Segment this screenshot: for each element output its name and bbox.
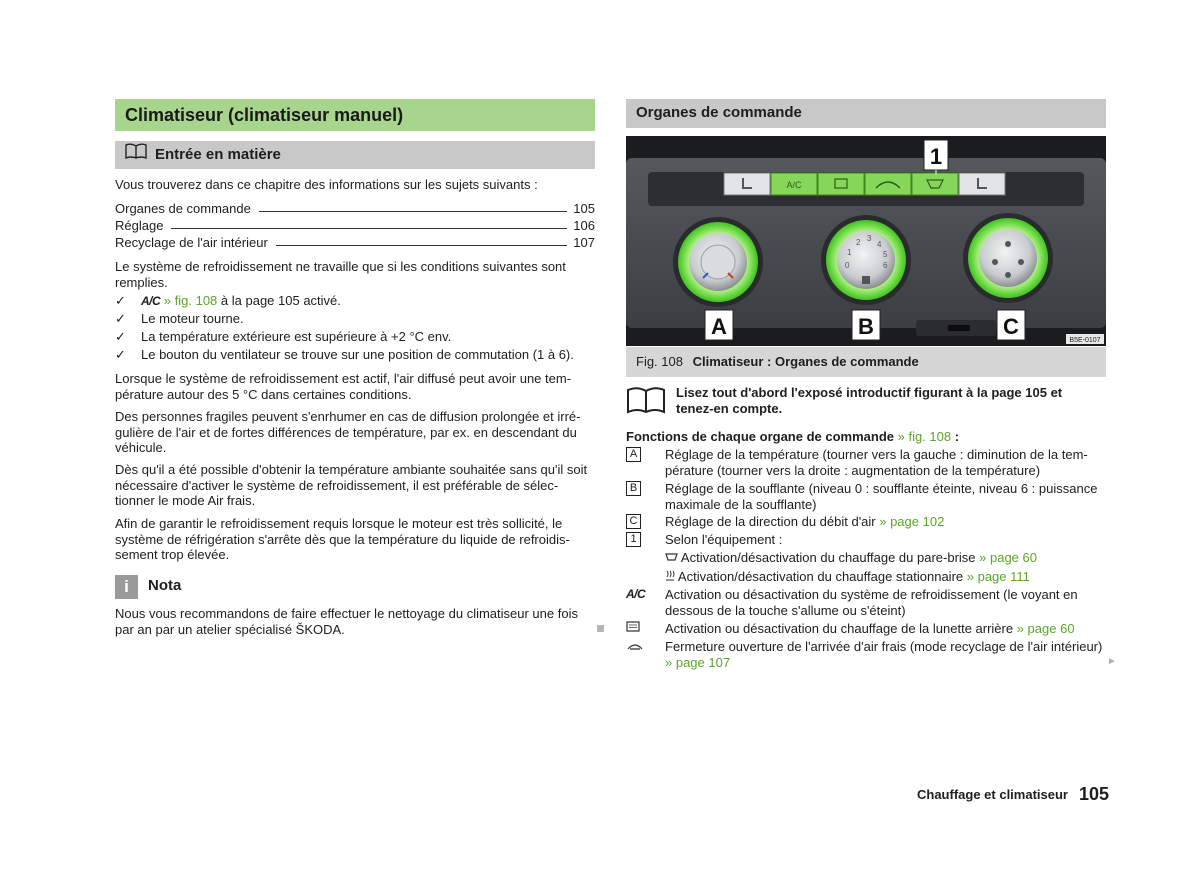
key-c: C xyxy=(626,514,641,529)
paragraph: Dès qu'il a été possible d'obtenir la température ambiante souhaitée sans qu'il soit nécessaire d'activer le système de refroidissement, il est préférable de sélectionner le mode Air frais. xyxy=(115,462,588,508)
functions-label: Fonctions de chaque organe de commande xyxy=(626,429,898,444)
toc-label: Organes de commande xyxy=(115,201,251,216)
fig-link[interactable]: » fig. 108 xyxy=(897,429,952,444)
condition-item xyxy=(115,311,595,328)
condition-text: Le moteur tourne. xyxy=(141,311,244,326)
page-link[interactable]: » page 111 xyxy=(966,569,1030,584)
callout-1: 1 xyxy=(929,144,943,169)
sub-item-text: Activation/désactivation du chauffage stationnaire xyxy=(677,569,967,584)
knob-air-direction xyxy=(963,213,1053,303)
footer-chapter: Chauffage et climatiseur xyxy=(917,787,1068,802)
functions-heading xyxy=(626,429,959,444)
sub-item-windshield xyxy=(665,550,1037,565)
checkmark-icon: ✓ xyxy=(115,347,126,362)
fig-link[interactable]: » fig. 108 xyxy=(163,293,218,308)
condition-item xyxy=(115,347,595,364)
key-a: A xyxy=(626,447,641,462)
function-desc: Réglage de la soufflante (niveau 0 : soufflante éteinte, niveau 6 : puissance maximale de la soufflante) xyxy=(665,481,1098,512)
function-desc: Selon l'équipement : xyxy=(665,532,783,547)
toc-page: 105 xyxy=(573,201,595,216)
recirculation-icon xyxy=(626,639,644,654)
intro-text: Vous trouverez dans ce chapitre des informations sur les sujets suivants : xyxy=(115,177,538,192)
fan-level-4: 4 xyxy=(877,240,882,249)
callout-c: C xyxy=(1003,314,1019,339)
fan-level-5: 5 xyxy=(883,250,888,259)
intro-heading: Entrée en matière xyxy=(155,146,281,163)
toc-leader xyxy=(276,245,568,246)
toc-label: Recyclage de l'air intérieur xyxy=(115,235,268,250)
intro-heading-bar xyxy=(115,141,595,169)
knob-fan xyxy=(821,215,911,305)
figure-number: Fig. 108 xyxy=(636,354,683,369)
fan-level-3: 3 xyxy=(867,234,872,243)
chapter-title: Climatiseur (climatiseur manuel) xyxy=(115,99,595,131)
button-seat-left xyxy=(724,173,770,195)
page-link[interactable]: » page 102 xyxy=(879,514,945,529)
button-rear-defrost xyxy=(818,173,864,195)
rear-window-heat-icon xyxy=(626,621,640,636)
windshield-heat-icon xyxy=(665,550,678,565)
toc-page: 106 xyxy=(573,218,595,233)
page-link[interactable]: » page 60 xyxy=(1016,621,1075,636)
figure-code: B5E-0107 xyxy=(1069,337,1101,344)
callout-a: A xyxy=(711,314,727,339)
sub-item-stationary xyxy=(665,569,1030,584)
climate-panel-illustration xyxy=(626,136,1106,346)
function-desc: Activation ou désactivation du chauffage de la lunette arrière xyxy=(665,621,1017,636)
paragraph: Afin de garantir le refroidissement requis lorsque le moteur est très sollicité, le système de réfrigération s'arrête dès que la température du liquide de refroidissement trop élevée. xyxy=(115,516,570,562)
ac-symbol: A/C xyxy=(141,294,161,308)
button-ac xyxy=(771,173,817,195)
checkmark-icon: ✓ xyxy=(115,329,126,344)
key-b: B xyxy=(626,481,641,496)
section-title: Organes de commande xyxy=(626,99,1106,128)
button-windshield-heat xyxy=(912,173,958,195)
checkmark-icon: ✓ xyxy=(115,293,126,308)
toc-item[interactable] xyxy=(115,233,595,250)
fan-level-1: 1 xyxy=(847,248,852,257)
stationary-heater-icon xyxy=(665,569,675,584)
page-number: 105 xyxy=(1079,784,1110,804)
condition-text: à la page 105 activé. xyxy=(217,293,341,308)
function-desc: Fermeture ouverture de l'arrivée d'air frais (mode recyclage de l'air intérieur) xyxy=(665,639,1103,654)
figure-title: Climatiseur : Organes de commande xyxy=(692,354,919,369)
condition-text: Le bouton du ventilateur se trouve sur une position de commutation (1 à 6). xyxy=(141,347,574,362)
ac-symbol: A/C xyxy=(626,587,646,601)
book-icon xyxy=(125,141,147,169)
functions-colon: : xyxy=(951,429,960,444)
function-desc: Réglage de la direction du débit d'air xyxy=(665,514,880,529)
continue-arrow-icon: ► xyxy=(1107,656,1117,667)
function-desc: Activation ou désactivation du système de refroidissement (le voyant en dessous de la touche s'allume ou s'éteint) xyxy=(665,587,1078,618)
paragraph: Des personnes fragiles peuvent s'enrhumer en cas de diffusion prolongée et irrégulière de l'air et de fortes différences de température, par ex. en descendant du véhicule. xyxy=(115,409,581,455)
checkmark-icon: ✓ xyxy=(115,311,126,326)
button-seat-right xyxy=(959,173,1005,195)
nota-title: Nota xyxy=(148,577,182,594)
notice-text: Lisez tout d'abord l'exposé introductif figurant à la page 105 et tenez-en compte. xyxy=(676,385,1063,416)
page-link[interactable]: » page 107 xyxy=(665,655,731,670)
toc-item[interactable] xyxy=(115,216,595,233)
toc-label: Réglage xyxy=(115,218,164,233)
book-icon xyxy=(626,386,666,417)
climate-panel-figure xyxy=(626,136,1106,346)
paragraph: Lorsque le système de refroidissement est actif, l'air diffusé peut avoir une température autour des 5 °C dans certaines conditions. xyxy=(115,371,572,402)
page-link[interactable]: » page 60 xyxy=(979,550,1037,565)
toc-leader xyxy=(259,211,567,212)
condition-item xyxy=(115,329,595,346)
fan-level-2: 2 xyxy=(856,238,861,247)
fan-level-6: 6 xyxy=(883,261,888,270)
knob-temperature xyxy=(673,217,763,307)
toc-leader xyxy=(171,228,567,229)
condition-text: La température extérieure est supérieure à +2 °C env. xyxy=(141,329,452,344)
key-1: 1 xyxy=(626,532,641,547)
nota-text: Nous vous recommandons de faire effectuer le nettoyage du climatiseur une fois par an par un atelier spécialisé ŠKODA. xyxy=(115,606,578,637)
section-end-marker xyxy=(597,625,604,632)
conditions-intro: Le système de refroidissement ne travaille que si les conditions suivantes sont remplies. xyxy=(115,259,566,290)
info-icon: i xyxy=(115,575,138,599)
ac-button-label: A/C xyxy=(786,180,802,190)
figure-caption xyxy=(626,347,1106,377)
toc-item[interactable] xyxy=(115,199,595,216)
condition-item xyxy=(115,293,595,310)
function-desc: Réglage de la température (tourner vers la gauche : diminution de la température (tourner vers la droite : augmentation de la température) xyxy=(665,447,1088,478)
callout-b: B xyxy=(858,314,874,339)
fan-level-0: 0 xyxy=(845,261,850,270)
sub-item-text: Activation/désactivation du chauffage du pare-brise xyxy=(680,550,980,565)
button-recirculation xyxy=(865,173,911,195)
toc-page: 107 xyxy=(573,235,595,250)
